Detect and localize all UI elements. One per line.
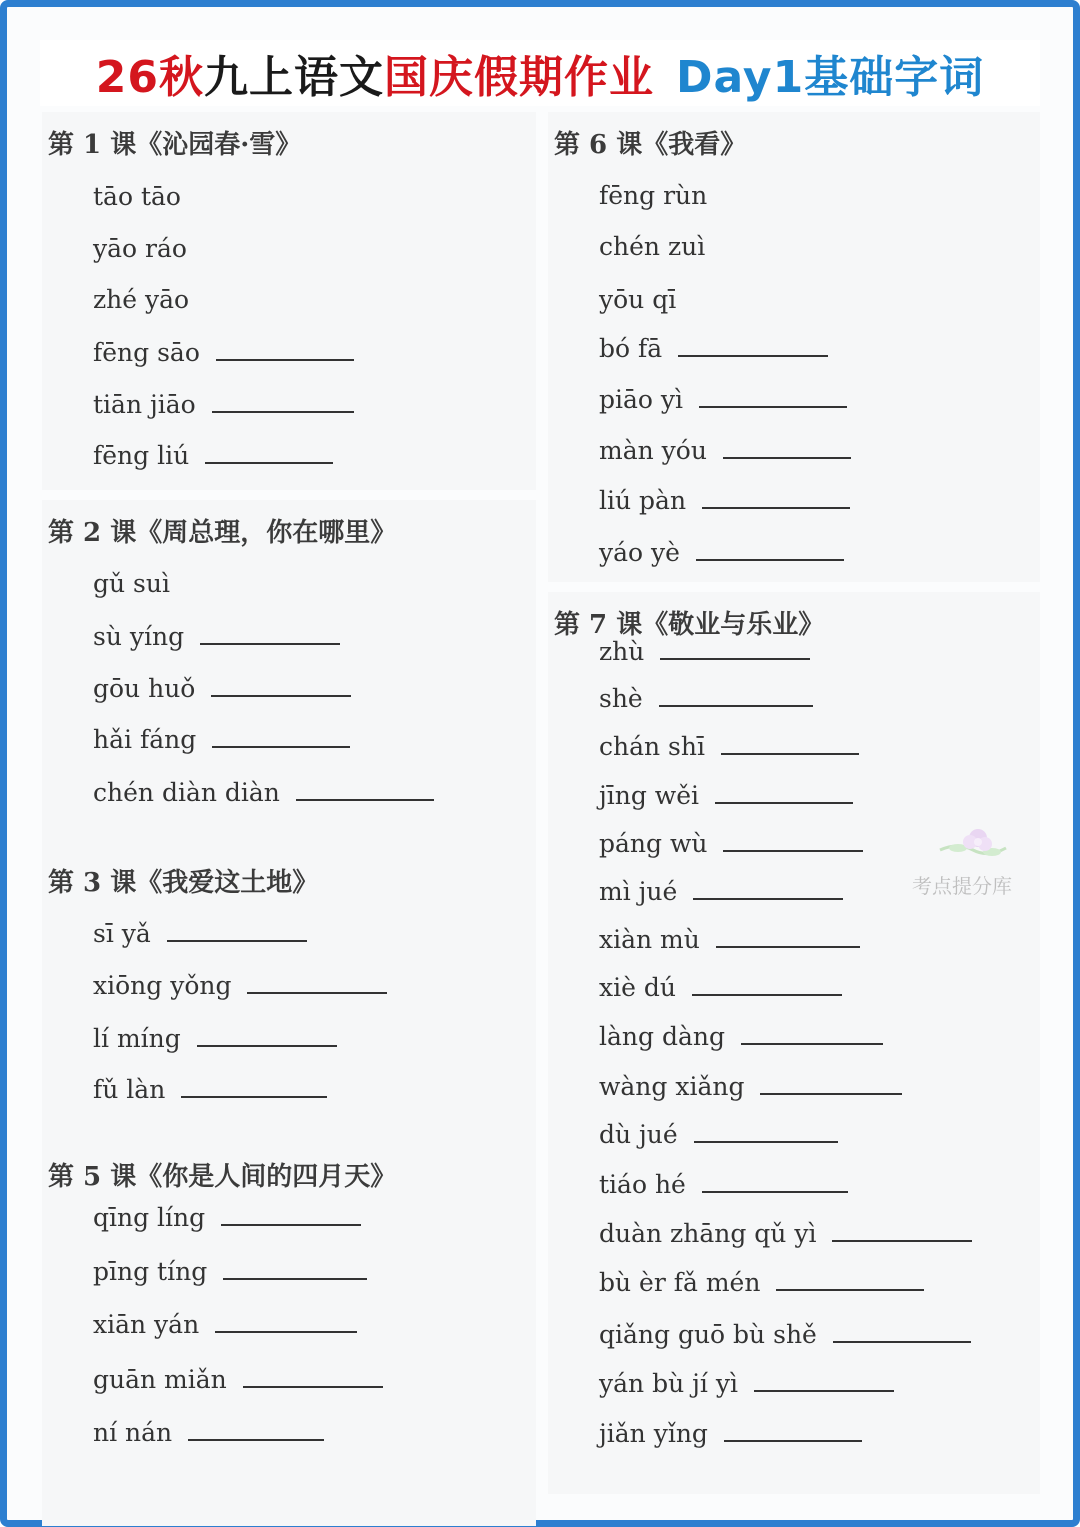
vocab-item xyxy=(93,622,340,651)
vocab-item xyxy=(599,1369,894,1398)
vocab-item xyxy=(93,725,350,754)
pinyin-text: tiān jiāo xyxy=(93,390,196,419)
vocab-item xyxy=(599,781,853,810)
answer-blank[interactable] xyxy=(221,1224,361,1226)
vocab-item xyxy=(93,338,354,367)
pinyin-text: qīng líng xyxy=(93,1203,206,1232)
vocab-item xyxy=(599,1022,883,1051)
vocab-item xyxy=(93,285,189,314)
answer-blank[interactable] xyxy=(212,746,350,748)
pinyin-text: guān miǎn xyxy=(93,1365,227,1394)
vocab-item xyxy=(93,441,333,470)
pinyin-text: gǔ suì xyxy=(93,569,170,598)
pinyin-text: gōu huǒ xyxy=(93,674,196,703)
vocab-item xyxy=(599,285,676,314)
answer-blank[interactable] xyxy=(776,1289,924,1291)
vocab-item xyxy=(93,182,181,211)
pinyin-text: bù èr fǎ mén xyxy=(599,1268,761,1297)
vocab-item xyxy=(93,1310,357,1339)
pinyin-text: fēng rùn xyxy=(599,181,708,210)
answer-blank[interactable] xyxy=(754,1390,894,1392)
title-part-4: Day1基础字词 xyxy=(676,52,985,103)
answer-blank[interactable] xyxy=(760,1093,902,1095)
answer-blank[interactable] xyxy=(215,1331,357,1333)
pinyin-text: yāo ráo xyxy=(93,234,187,263)
pinyin-text: páng wù xyxy=(599,829,708,858)
answer-blank[interactable] xyxy=(205,462,333,464)
vocab-item xyxy=(93,971,387,1000)
pinyin-text: làng dàng xyxy=(599,1022,725,1051)
answer-blank[interactable] xyxy=(724,1440,862,1442)
pinyin-text: sù yíng xyxy=(93,622,185,651)
answer-blank[interactable] xyxy=(181,1096,327,1098)
title-part-2: 九上语文 xyxy=(204,52,385,103)
pinyin-text: fēng liú xyxy=(93,441,190,470)
pinyin-text: sī yǎ xyxy=(93,919,151,948)
vocab-item xyxy=(93,1203,361,1232)
vocab-item xyxy=(93,778,434,807)
answer-blank[interactable] xyxy=(296,799,434,801)
vocab-item xyxy=(93,674,351,703)
vocab-item xyxy=(599,436,851,465)
vocab-item xyxy=(93,919,307,948)
lesson-title: 第 6 课《我看》 xyxy=(554,130,747,160)
vocab-item xyxy=(599,334,828,363)
vocab-item xyxy=(599,877,843,906)
answer-blank[interactable] xyxy=(216,359,354,361)
vocab-item xyxy=(93,1024,337,1053)
pinyin-text: fēng sāo xyxy=(93,338,200,367)
pinyin-text: liú pàn xyxy=(599,486,687,515)
pinyin-text: chén diàn diàn xyxy=(93,778,280,807)
answer-blank[interactable] xyxy=(188,1439,324,1441)
pinyin-text: xiàn mù xyxy=(599,925,700,954)
lesson-title: 第 3 课《我爱这土地》 xyxy=(48,868,319,898)
answer-blank[interactable] xyxy=(699,406,847,408)
answer-blank[interactable] xyxy=(197,1045,337,1047)
pinyin-text: xiān yán xyxy=(93,1310,200,1339)
answer-blank[interactable] xyxy=(243,1386,383,1388)
vocab-item xyxy=(599,232,705,261)
answer-blank[interactable] xyxy=(723,850,863,852)
lesson-block xyxy=(42,1144,536,1526)
pinyin-text: lí míng xyxy=(93,1024,181,1053)
answer-blank[interactable] xyxy=(696,559,844,561)
pinyin-text: fǔ làn xyxy=(93,1075,166,1104)
answer-blank[interactable] xyxy=(723,457,851,459)
answer-blank[interactable] xyxy=(678,355,828,357)
vocab-item xyxy=(599,1268,924,1297)
answer-blank[interactable] xyxy=(715,802,853,804)
answer-blank[interactable] xyxy=(694,1141,838,1143)
lesson-block xyxy=(42,112,536,490)
vocab-item xyxy=(599,486,850,515)
lesson-title: 第 7 课《敬业与乐业》 xyxy=(554,610,825,640)
vocab-item xyxy=(93,569,170,598)
vocab-item xyxy=(599,385,847,414)
vocab-item xyxy=(93,1418,324,1447)
vocab-item xyxy=(599,684,813,713)
vocab-item xyxy=(93,1075,327,1104)
vocab-item xyxy=(599,1320,971,1349)
pinyin-text: shè xyxy=(599,684,643,713)
lesson-block xyxy=(548,592,1040,1494)
answer-blank[interactable] xyxy=(702,507,850,509)
vocab-item xyxy=(599,973,842,1002)
answer-blank[interactable] xyxy=(721,753,859,755)
vocab-item xyxy=(599,1219,972,1248)
pinyin-text: wàng xiǎng xyxy=(599,1072,745,1101)
answer-blank[interactable] xyxy=(716,946,860,948)
answer-blank[interactable] xyxy=(211,695,351,697)
vocab-item xyxy=(93,1365,383,1394)
pinyin-text: pīng tíng xyxy=(93,1257,208,1286)
pinyin-text: yáo yè xyxy=(599,538,680,567)
answer-blank[interactable] xyxy=(833,1341,971,1343)
vocab-item xyxy=(599,925,860,954)
vocab-item xyxy=(599,1072,902,1101)
answer-blank[interactable] xyxy=(167,940,307,942)
answer-blank[interactable] xyxy=(247,992,387,994)
pinyin-text: jīng wěi xyxy=(599,781,699,810)
pinyin-text: jiǎn yǐng xyxy=(599,1419,708,1448)
answer-blank[interactable] xyxy=(659,705,813,707)
pinyin-text: duàn zhāng qǔ yì xyxy=(599,1219,817,1248)
title-part-3: 国庆假期作业 xyxy=(384,52,655,103)
vocab-item xyxy=(599,1419,862,1448)
answer-blank[interactable] xyxy=(741,1043,883,1045)
vocab-item xyxy=(599,181,707,210)
vocab-item xyxy=(599,538,844,567)
answer-blank[interactable] xyxy=(212,411,354,413)
lesson-title: 第 2 课《周总理，你在哪里》 xyxy=(48,518,397,548)
answer-blank[interactable] xyxy=(832,1240,972,1242)
title-part-1: 26秋 xyxy=(95,52,205,103)
answer-blank[interactable] xyxy=(660,658,810,660)
pinyin-text: hǎi fáng xyxy=(93,725,197,754)
flower-icon xyxy=(938,820,1008,870)
vocab-item xyxy=(93,1257,367,1286)
page-title xyxy=(40,40,1040,106)
answer-blank[interactable] xyxy=(200,643,340,645)
vocab-item xyxy=(599,732,859,761)
pinyin-text: yōu qī xyxy=(599,285,677,314)
pinyin-text: xiè dú xyxy=(599,973,676,1002)
pinyin-text: yán bù jí yì xyxy=(599,1369,738,1398)
pinyin-text: tiáo hé xyxy=(599,1170,686,1199)
pinyin-text: chán shī xyxy=(599,732,705,761)
pinyin-text: xiōng yǒng xyxy=(93,971,232,1000)
vocab-item xyxy=(93,390,354,419)
vocab-item xyxy=(93,234,187,263)
pinyin-text: bó fā xyxy=(599,334,663,363)
pinyin-text: ní nán xyxy=(93,1418,173,1447)
answer-blank[interactable] xyxy=(223,1278,367,1280)
vocab-item xyxy=(599,829,863,858)
vocab-item xyxy=(599,637,810,666)
lesson-block xyxy=(548,112,1040,582)
lesson-title: 第 1 课《沁园春·雪》 xyxy=(48,130,302,160)
pinyin-text: tāo tāo xyxy=(93,182,181,211)
vocab-item xyxy=(599,1170,848,1199)
vocab-item xyxy=(599,1120,838,1149)
pinyin-text: chén zuì xyxy=(599,232,706,261)
pinyin-text: zhé yāo xyxy=(93,285,190,314)
pinyin-text: qiǎng guō bù shě xyxy=(599,1320,817,1349)
watermark xyxy=(900,820,1040,900)
pinyin-text: zhù xyxy=(599,637,645,666)
answer-blank[interactable] xyxy=(702,1191,848,1193)
lesson-title: 第 5 课《你是人间的四月天》 xyxy=(48,1162,397,1192)
answer-blank[interactable] xyxy=(693,898,843,900)
watermark-text: 考点提分库 xyxy=(912,874,1012,898)
pinyin-text: dù jué xyxy=(599,1120,678,1149)
answer-blank[interactable] xyxy=(692,994,842,996)
pinyin-text: piāo yì xyxy=(599,385,684,414)
pinyin-text: mì jué xyxy=(599,877,678,906)
pinyin-text: màn yóu xyxy=(599,436,707,465)
